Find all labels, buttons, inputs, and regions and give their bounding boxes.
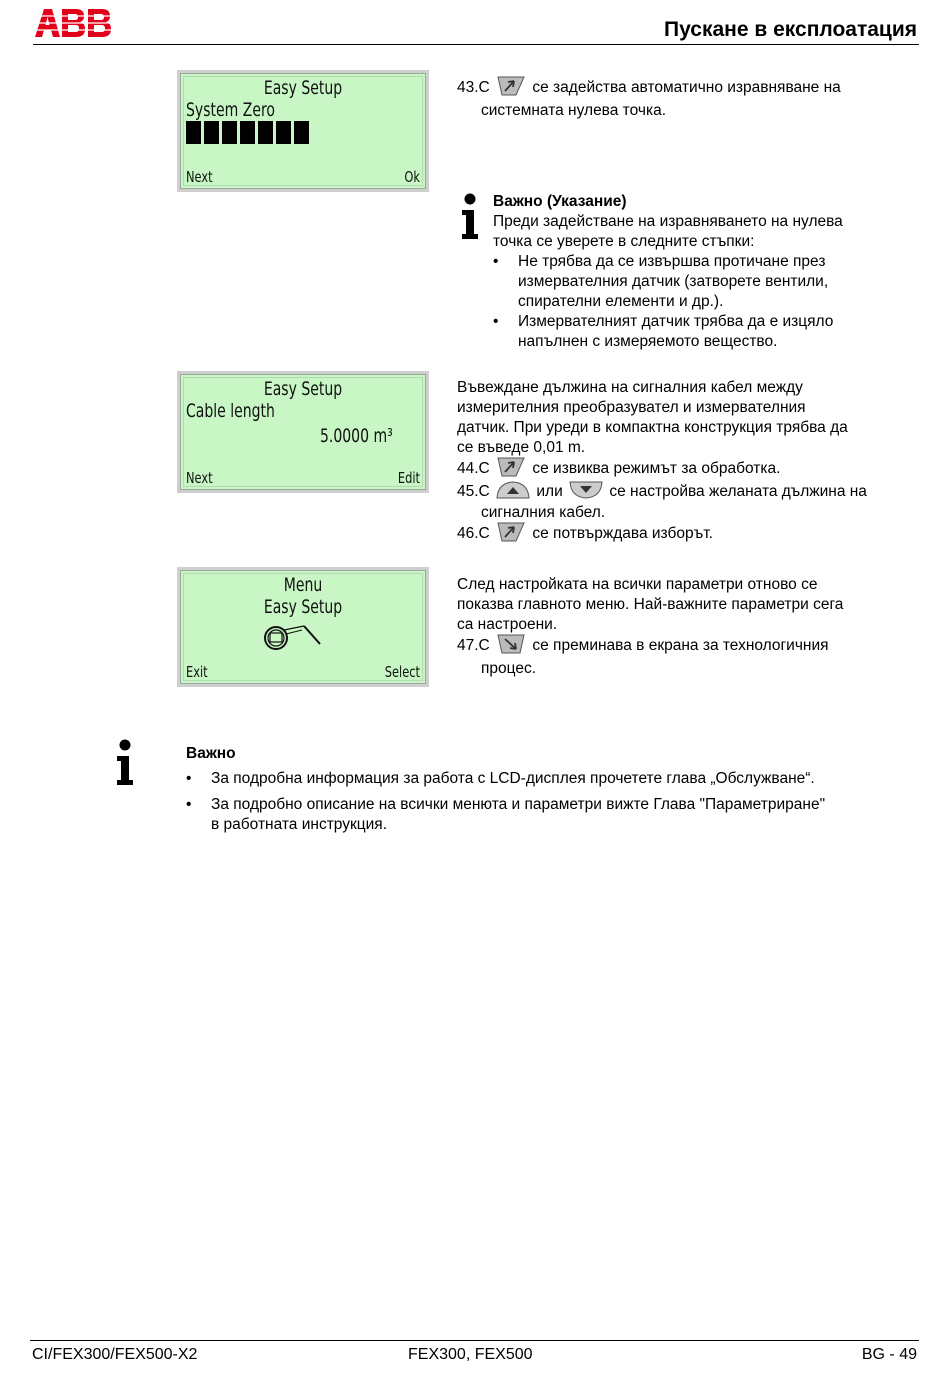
- important-bullet-cont: в работната инструкция.: [211, 816, 388, 833]
- important-title: Важно: [186, 745, 236, 762]
- note-title: Важно (Указание): [493, 193, 627, 210]
- lcd-right-softkey: Edit: [397, 469, 420, 487]
- info-icon: [459, 193, 481, 241]
- lcd-left-softkey: Next: [186, 168, 213, 186]
- page-number: BG - 49: [861, 1346, 917, 1363]
- down-key-icon: [569, 481, 603, 499]
- enter-key-icon: [496, 456, 526, 478]
- lcd-screen-cable-length: [177, 371, 429, 493]
- step-46: 46.С се потвърждава изборът.: [457, 523, 713, 545]
- lcd-left-softkey: Next: [186, 469, 213, 487]
- lcd-title: Easy Setup: [263, 378, 343, 400]
- lcd-parameter: System Zero: [186, 99, 275, 121]
- step-43-cont: системната нулева точка.: [481, 102, 667, 119]
- info-icon: [114, 739, 136, 787]
- header-divider: [33, 44, 919, 45]
- note-text: Преди задействане на изравняването на нулева: [493, 213, 843, 230]
- abb-logo: [33, 6, 113, 38]
- paragraph: са настроени.: [457, 616, 558, 633]
- up-key-icon: [496, 481, 530, 499]
- lcd-right-softkey: Ok: [404, 168, 420, 186]
- note-bullet-cont: напълнен с измеряемото вещество.: [518, 333, 778, 350]
- lcd-value: 5.0000 m³: [320, 425, 393, 447]
- lcd-menu-item: Easy Setup: [263, 596, 343, 618]
- paragraph: Въвеждане дължина на сигналния кабел между: [457, 379, 803, 396]
- progress-bars: [186, 121, 309, 144]
- step-45-cont: сигналния кабел.: [481, 504, 606, 521]
- paragraph: измерителния преобразувател и измервателния: [457, 399, 806, 416]
- lcd-title: Easy Setup: [263, 77, 343, 99]
- note-bullet-cont: измервателния датчик (затворете вентили,: [518, 273, 829, 290]
- step-43: 43.С се задейства автоматично изравняване на: [457, 77, 841, 99]
- step-47-cont: процес.: [481, 660, 537, 677]
- lcd-title: Menu: [283, 574, 323, 596]
- lcd-right-softkey: Select: [384, 663, 420, 681]
- step-44: 44.С се извиква режимът за обработка.: [457, 458, 780, 480]
- footer-doc-id: CI/FEX300/FEX500-X2: [32, 1346, 198, 1363]
- return-key-icon: [496, 633, 526, 655]
- footer-product: FEX300, FEX500: [408, 1346, 533, 1363]
- paragraph: датчик. При уреди в компактна конструкция трябва да: [457, 419, 848, 436]
- footer-divider: [30, 1340, 919, 1341]
- lcd-parameter: Cable length: [186, 400, 275, 422]
- note-bullet-cont: спирателни елементи и др.).: [518, 293, 724, 310]
- paragraph: се въведе 0,01 m.: [457, 439, 586, 456]
- lcd-left-softkey: Exit: [186, 663, 208, 681]
- step-45: 45.С или се настройва желаната дължина на: [457, 481, 867, 503]
- paragraph: показва главното меню. Най-важните параметри сега: [457, 596, 844, 613]
- page-title: Пускане в експлоатация: [664, 18, 917, 41]
- lcd-screen-system-zero: [177, 70, 429, 192]
- step-47: 47.С се преминава в екрана за технологичния: [457, 635, 829, 657]
- note-text: точка се уверете в следните стъпки:: [493, 233, 755, 250]
- enter-key-icon: [496, 521, 526, 543]
- easy-setup-icon: [262, 620, 326, 658]
- paragraph: След настройката на всички параметри отново се: [457, 576, 818, 593]
- enter-key-icon: [496, 75, 526, 97]
- lcd-screen-menu: [177, 567, 429, 687]
